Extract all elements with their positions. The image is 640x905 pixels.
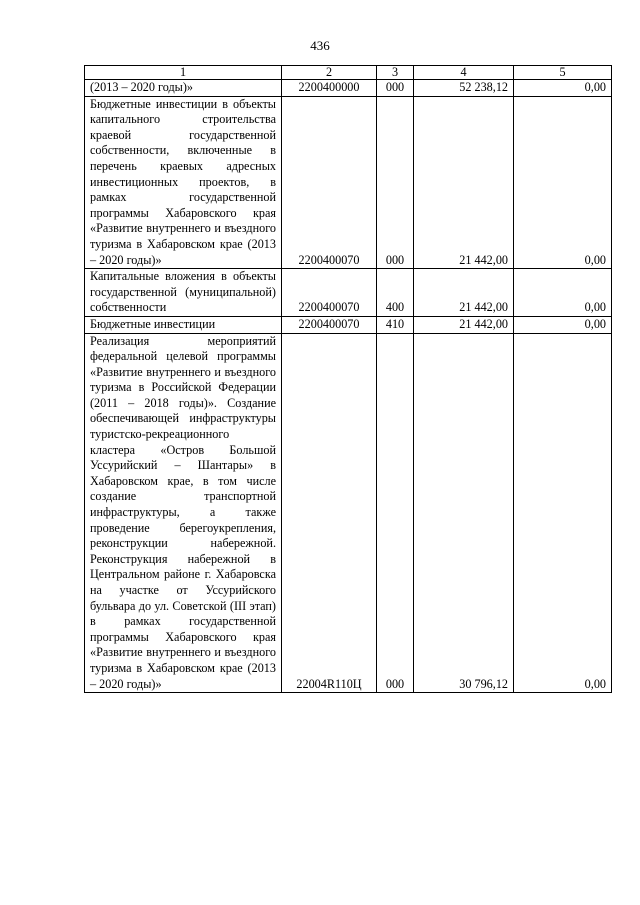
column-header-1: 1 xyxy=(85,66,282,80)
row-code: 2200400000 xyxy=(282,80,377,97)
budget-table xyxy=(84,65,612,693)
row-sum-1: 21 442,00 xyxy=(414,269,514,317)
column-header-5: 5 xyxy=(514,66,612,80)
row-sum-1: 21 442,00 xyxy=(414,316,514,333)
table-row xyxy=(85,80,612,97)
row-code: 2200400070 xyxy=(282,316,377,333)
header-row xyxy=(85,66,612,80)
row-name: Бюджетные инвестиции xyxy=(85,316,282,333)
row-sum-2: 0,00 xyxy=(514,269,612,317)
row-expense-type: 400 xyxy=(377,269,414,317)
table-body xyxy=(85,80,612,693)
table-row xyxy=(85,316,612,333)
row-name: Капитальные вложения в объекты государственной (муниципальной) собственности xyxy=(85,269,282,317)
table-row xyxy=(85,96,612,269)
table-row xyxy=(85,333,612,693)
row-name: (2013 – 2020 годы)» xyxy=(85,80,282,97)
row-expense-type: 410 xyxy=(377,316,414,333)
column-header-4: 4 xyxy=(414,66,514,80)
row-sum-2: 0,00 xyxy=(514,333,612,693)
row-code: 22004R110Ц xyxy=(282,333,377,693)
row-name: Бюджетные инвестиции в объекты капитального строительства краевой государственной собственности, включенные в перечень краевых адресных инвестиционных проектов, в рамках государственной программы Хабаровского края «Развитие внутреннего и въездного туризма в Хабаровском крае (2013 – 2020 годы)» xyxy=(85,96,282,269)
row-sum-1: 30 796,12 xyxy=(414,333,514,693)
row-sum-1: 21 442,00 xyxy=(414,96,514,269)
row-name: Реализация мероприятий федеральной целевой программы «Развитие внутреннего и въездного туризма в Российской Федерации (2011 – 2018 годы)». Создание обеспечивающей инфраструктуры туристско-рекреационного кластера «Остров Большой Уссурийский – Шантары» в Хабаровском крае, в том числе создание транспортной инфраструктуры, а также проведение берегоукрепления, реконструкции набережной. Реконструкция набережной в Центральном районе г. Хабаровска на участке от Уссурийского бульвара до ул. Советской (III этап) в рамках государственной программы Хабаровского края «Развитие внутреннего и въездного туризма в Хабаровском крае (2013 – 2020 годы)» xyxy=(85,333,282,693)
table-row xyxy=(85,269,612,317)
row-expense-type: 000 xyxy=(377,333,414,693)
row-sum-1: 52 238,12 xyxy=(414,80,514,97)
column-header-3: 3 xyxy=(377,66,414,80)
row-expense-type: 000 xyxy=(377,96,414,269)
row-expense-type: 000 xyxy=(377,80,414,97)
row-sum-2: 0,00 xyxy=(514,316,612,333)
row-sum-2: 0,00 xyxy=(514,80,612,97)
row-code: 2200400070 xyxy=(282,269,377,317)
table-header xyxy=(85,66,612,80)
row-code: 2200400070 xyxy=(282,96,377,269)
row-sum-2: 0,00 xyxy=(514,96,612,269)
column-header-2: 2 xyxy=(282,66,377,80)
page-number: 436 xyxy=(310,38,330,53)
